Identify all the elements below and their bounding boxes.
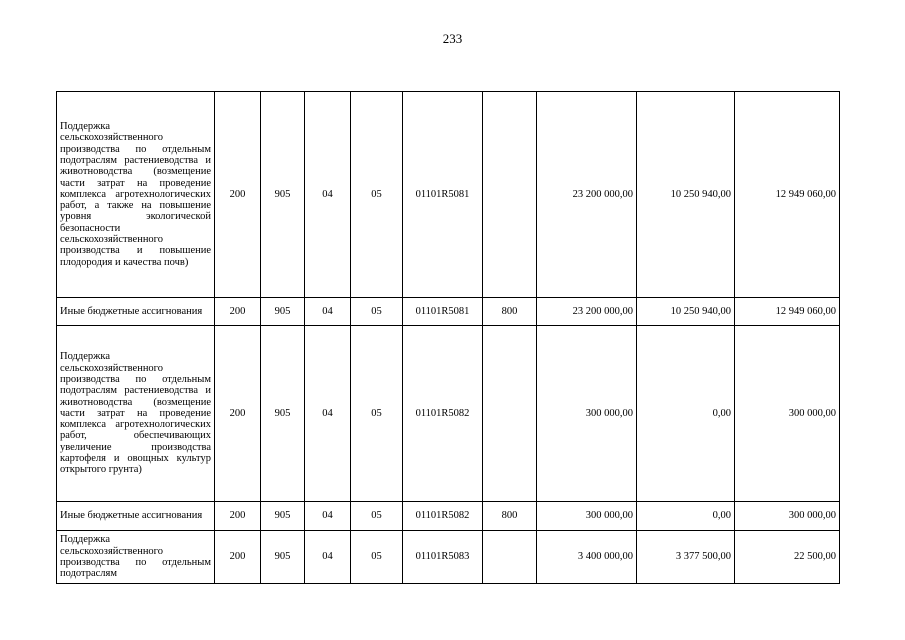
cell-sum1: 300 000,00	[537, 502, 637, 531]
cell-sum2: 0,00	[637, 502, 735, 531]
cell-type: 800	[483, 298, 537, 326]
cell-sum2: 3 377 500,00	[637, 531, 735, 584]
cell-code: 01101R5083	[403, 531, 483, 584]
cell-type	[483, 326, 537, 502]
cell-sum1: 300 000,00	[537, 326, 637, 502]
row-name: Поддержка сельскохозяйственного производства по отдельным подотраслям	[57, 531, 215, 584]
table-row	[57, 92, 840, 298]
cell-sum3: 12 949 060,00	[735, 92, 840, 298]
cell-code: 01101R5081	[403, 298, 483, 326]
cell-sum3: 22 500,00	[735, 531, 840, 584]
cell-col3: 04	[305, 531, 351, 584]
cell-col2: 905	[261, 531, 305, 584]
cell-code: 01101R5082	[403, 502, 483, 531]
cell-col4: 05	[351, 531, 403, 584]
cell-col4: 05	[351, 326, 403, 502]
cell-sum3: 300 000,00	[735, 502, 840, 531]
cell-sum3: 300 000,00	[735, 326, 840, 502]
cell-type	[483, 531, 537, 584]
table-row	[57, 326, 840, 502]
cell-type	[483, 92, 537, 298]
cell-col1: 200	[215, 298, 261, 326]
cell-col1: 200	[215, 531, 261, 584]
cell-col1: 200	[215, 502, 261, 531]
cell-col2: 905	[261, 326, 305, 502]
cell-col4: 05	[351, 298, 403, 326]
cell-col2: 905	[261, 502, 305, 531]
table-row	[57, 531, 840, 584]
cell-col4: 05	[351, 502, 403, 531]
table-row	[57, 502, 840, 531]
cell-sum1: 3 400 000,00	[537, 531, 637, 584]
cell-col3: 04	[305, 298, 351, 326]
cell-sum1: 23 200 000,00	[537, 92, 637, 298]
cell-sum1: 23 200 000,00	[537, 298, 637, 326]
row-name: Поддержка сельскохозяйственного производства по отдельным подотраслям растениеводства и животноводства (возмещение части затрат на проведение комплекса агротехнологических работ, а также на повышение уровня экологической безопасности сельскохозяйственного производства и повышение плодородия и качества почв)	[57, 92, 215, 298]
cell-sum3: 12 949 060,00	[735, 298, 840, 326]
cell-col1: 200	[215, 92, 261, 298]
cell-sum2: 10 250 940,00	[637, 298, 735, 326]
cell-code: 01101R5081	[403, 92, 483, 298]
cell-code: 01101R5082	[403, 326, 483, 502]
cell-col1: 200	[215, 326, 261, 502]
cell-col2: 905	[261, 298, 305, 326]
row-name: Иные бюджетные ассигнования	[57, 298, 215, 326]
row-name: Иные бюджетные ассигнования	[57, 502, 215, 531]
cell-col4: 05	[351, 92, 403, 298]
cell-sum2: 10 250 940,00	[637, 92, 735, 298]
cell-col3: 04	[305, 326, 351, 502]
cell-col2: 905	[261, 92, 305, 298]
cell-sum2: 0,00	[637, 326, 735, 502]
budget-table	[56, 91, 840, 584]
row-name: Поддержка сельскохозяйственного производства по отдельным подотраслям растениеводства и животноводства (возмещение части затрат на проведение комплекса агротехнологических работ, обеспечивающих увеличение производства картофеля и овощных культур открытого грунта)	[57, 326, 215, 502]
cell-col3: 04	[305, 92, 351, 298]
table-row	[57, 298, 840, 326]
cell-type: 800	[483, 502, 537, 531]
page-number: 233	[442, 31, 463, 46]
cell-col3: 04	[305, 502, 351, 531]
